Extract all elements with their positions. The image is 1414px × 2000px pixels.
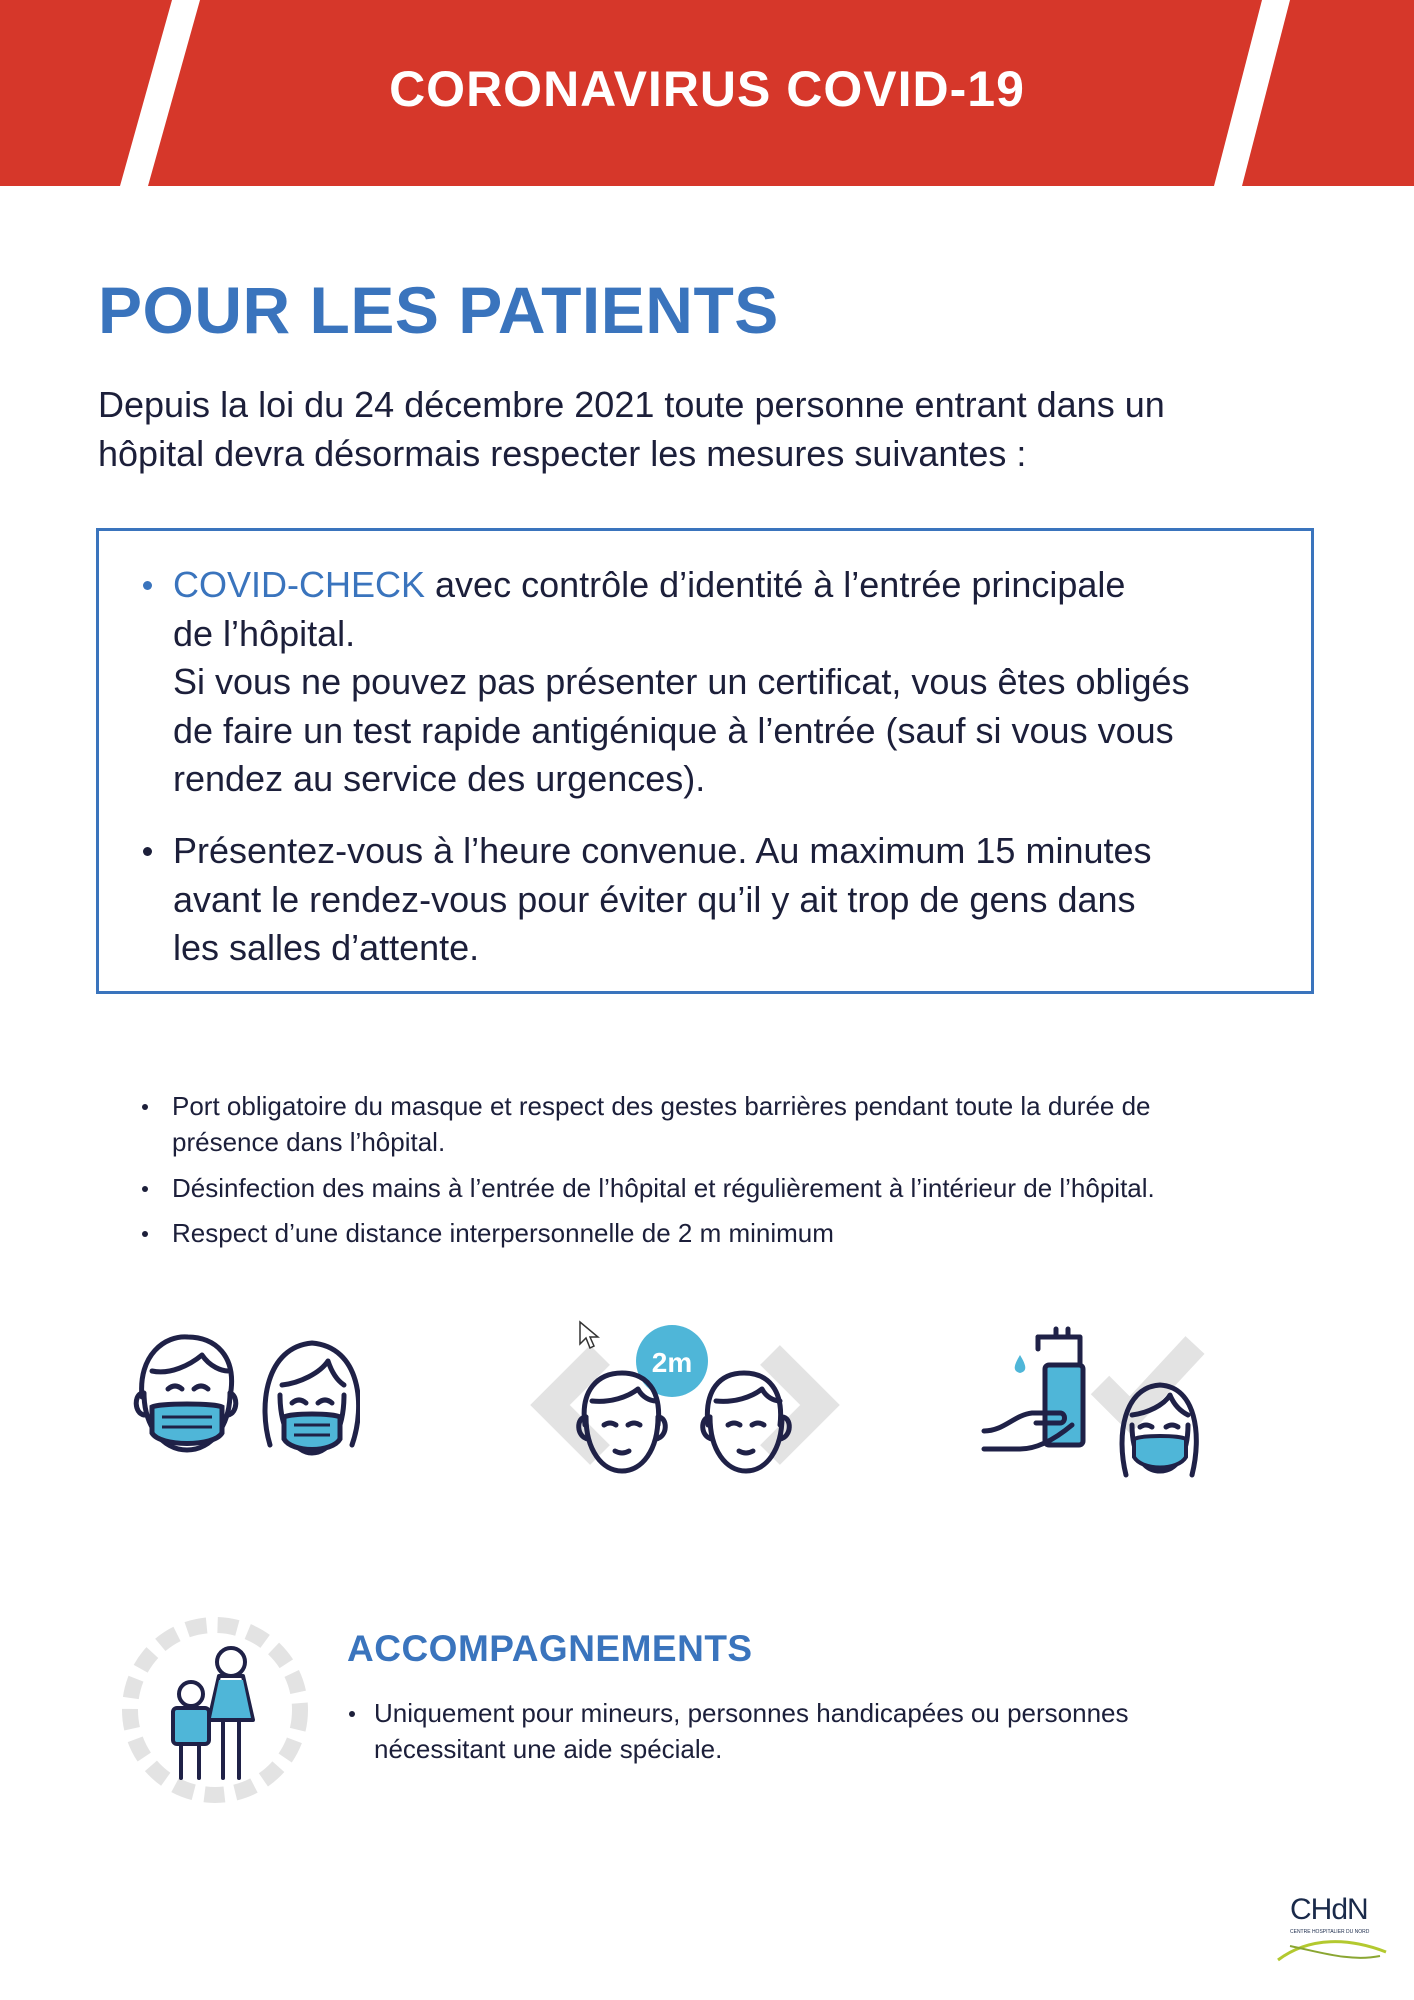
list-item-distance xyxy=(172,1215,1322,1251)
hand-disinfection-icon xyxy=(980,1315,1220,1485)
list-item-text: Port obligatoire du masque et respect des gestes barrières pendant toute la durée de xyxy=(172,1091,1151,1121)
logo-subtitle: CENTRE HOSPITALIER DU NORD xyxy=(1290,1929,1370,1935)
list-item-text: avec contrôle d’identité à l’entrée principale xyxy=(425,564,1126,605)
logo-name: CHdN xyxy=(1290,1893,1368,1926)
list-item-text: Présentez-vous à l’heure convenue. Au maximum 15 minutes xyxy=(173,830,1152,871)
list-item-text: présence dans l’hôpital. xyxy=(172,1127,446,1157)
list-item-mask xyxy=(172,1088,1322,1160)
list-item-text: de faire un test rapide antigénique à l’entrée (sauf si vous vous xyxy=(173,709,1174,751)
bullet-icon xyxy=(143,847,152,856)
list-item-arrival-time xyxy=(173,827,1273,973)
list-item-text: Uniquement pour mineurs, personnes handicapées ou personnes xyxy=(374,1698,1129,1728)
bullet-icon xyxy=(143,581,152,590)
list-item-text: de l’hôpital. xyxy=(173,612,356,654)
list-item-text: rendez au service des urgences). xyxy=(173,758,706,799)
banner-title: CORONAVIRUS COVID-19 xyxy=(389,61,1025,117)
bullet-icon xyxy=(142,1186,148,1192)
distance-label: 2m xyxy=(651,1347,693,1378)
intro-text: Depuis la loi du 24 décembre 2021 toute personne entrant dans un hôpital devra désormais respecter les mesures suivantes : xyxy=(98,384,1165,474)
key-measures-box xyxy=(96,528,1314,994)
list-item-text: les salles d’attente. xyxy=(173,927,480,968)
page-title: POUR LES PATIENTS xyxy=(98,273,779,347)
list-item-text: Désinfection des mains à l’entrée de l’hôpital et régulièrement à l’intérieur de l’hôpital. xyxy=(172,1173,1155,1203)
list-item-text: nécessitant une aide spéciale. xyxy=(374,1734,723,1764)
covid-check-highlight: COVID-CHECK xyxy=(173,564,426,605)
bullet-icon xyxy=(349,1711,355,1717)
mouse-cursor-icon xyxy=(578,1320,600,1352)
accompaniment-list xyxy=(347,1695,1247,1767)
two-meter-distance-icon xyxy=(530,1305,840,1485)
header-banner xyxy=(0,0,1414,186)
list-item-text: Respect d’une distance interpersonnelle de 2 m minimum xyxy=(172,1218,834,1248)
bullet-icon xyxy=(142,1104,148,1110)
list-item xyxy=(347,1695,1247,1767)
list-item-disinfection xyxy=(172,1170,1322,1206)
accompaniment-title: ACCOMPAGNEMENTS xyxy=(347,1628,753,1669)
list-item-text: avant le rendez-vous pour éviter qu’il y ait trop de gens dans xyxy=(173,878,1136,920)
accompaniment-icon xyxy=(115,1610,315,1810)
list-item-text: Si vous ne pouvez pas présenter un certificat, vous êtes obligés xyxy=(173,661,1190,702)
list-item-covid-check xyxy=(173,561,1273,804)
bullet-icon xyxy=(142,1231,148,1237)
masked-people-icon xyxy=(130,1325,360,1475)
